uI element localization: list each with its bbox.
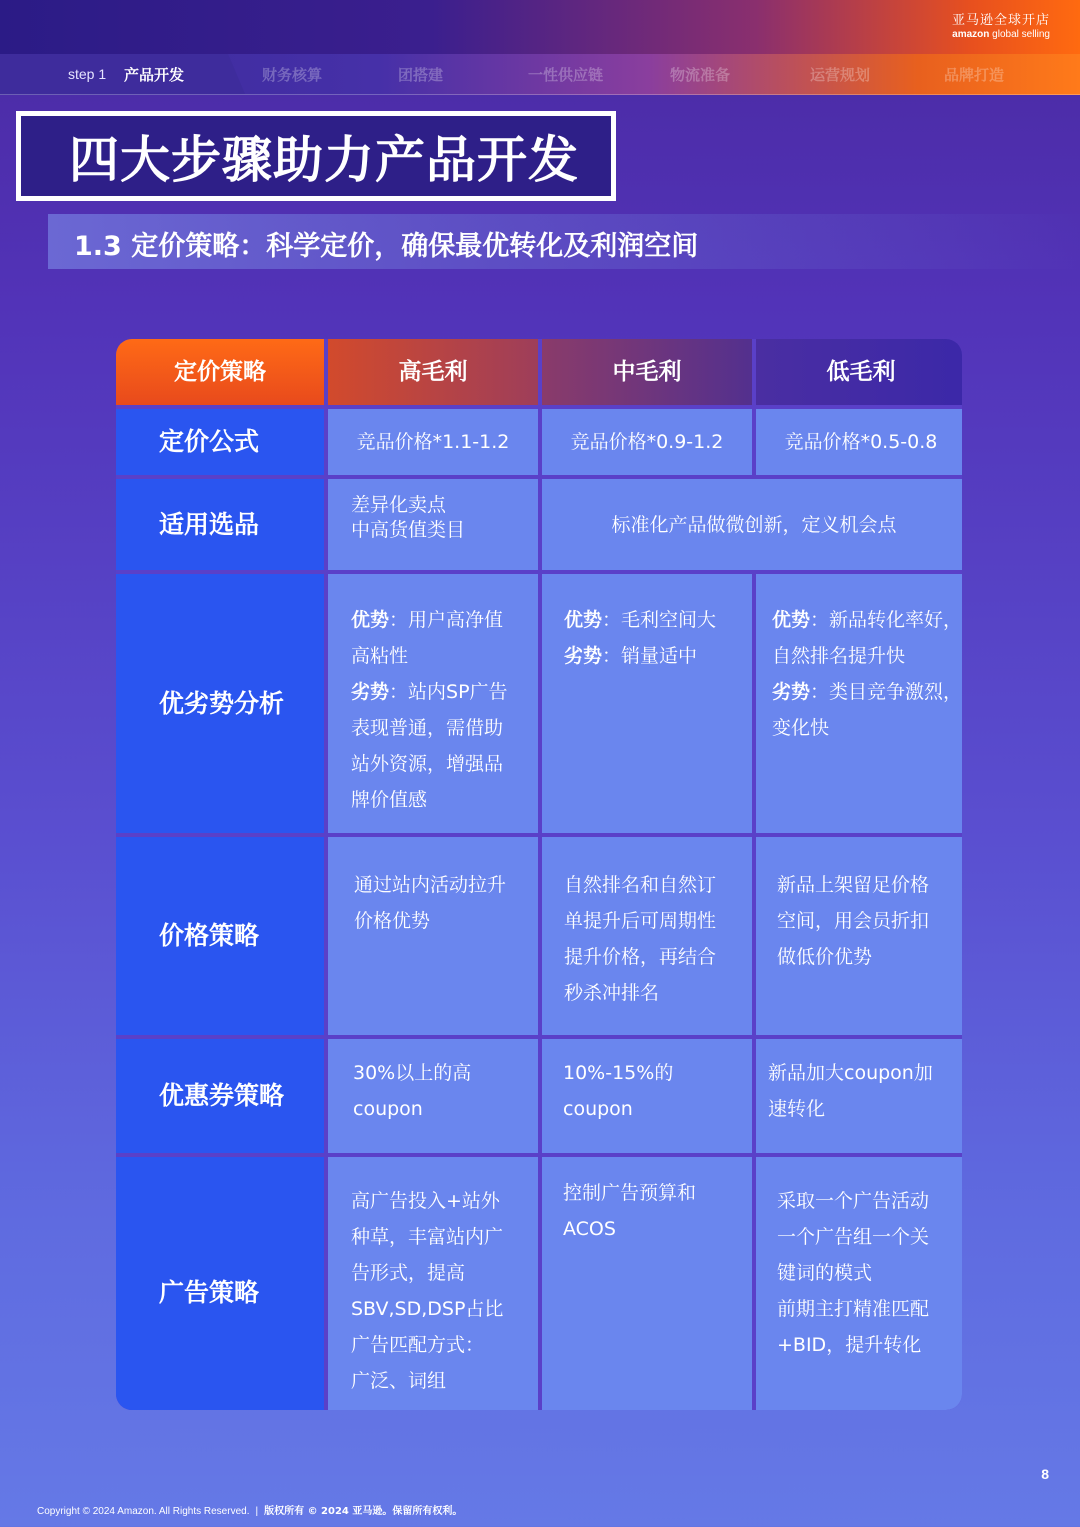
cell-line [772,602,962,638]
cell-swot-high [328,574,538,833]
page-subtitle: 1.3 定价策略：科学定价，确保最优转化及利润空间 [74,231,699,262]
table-header-mid-margin: 中毛利 [542,339,752,405]
cell-line [351,674,538,710]
table-header-strategy: 定价策略 [116,339,324,405]
disadvantage-label: 劣势 [564,645,603,667]
table-header-low-margin: 低毛利 [756,339,962,405]
cell-line: 控制广告预算和 [563,1182,697,1204]
logo-en-rest: global selling [992,29,1050,40]
step-item-branding[interactable]: 品牌打造 [944,66,1005,84]
cell-line: 广告匹配方式： [351,1334,485,1356]
cell-line: 做低价优势 [777,946,873,968]
advantage-label: 优势 [351,609,390,631]
copyright-cn: 版权所有 © 2024 亚马逊。保留所有权利。 [264,1506,463,1517]
advantage-label: 优势 [772,609,811,631]
cell-line: 新品上架留足价格 [777,874,930,896]
cell-line: 高广告投入+站外 [351,1190,500,1212]
cell-line: coupon [563,1098,633,1120]
cell-text: ：站内SP广告 [389,681,508,703]
cell-line: 差异化卖点 [351,494,447,516]
footer-copyright [37,1502,462,1517]
cell-line: 牌价值感 [351,789,428,811]
step-active-label: 产品开发 [124,66,185,84]
logo-cn-text: 亚马逊全球开店 [951,13,1050,28]
logo-en-bold: amazon [952,29,990,40]
cell-formula-mid: 竞品价格*0.9-1.2 [542,409,752,475]
cell-products-high [328,479,538,570]
cell-line: 中高货值类目 [351,519,466,541]
amazon-global-selling-logo [952,14,1050,40]
cell-pricing-high [328,837,538,1035]
cell-line: 10%-15%的 [563,1062,674,1084]
footer-separator: | [255,1506,259,1517]
subtitle-bar [48,214,1080,269]
cell-line: SBV,SD,DSP占比 [351,1298,504,1320]
cell-swot-low [756,574,962,833]
cell-line: 价格优势 [354,910,431,932]
cell-line: 变化快 [772,717,830,739]
page-title-box [16,111,616,201]
cell-pricing-low [756,837,962,1035]
step-item-operations[interactable]: 运营规划 [810,66,871,84]
cell-line: ACOS [563,1218,616,1240]
cell-line: 速转化 [768,1098,826,1120]
step-item-team[interactable]: 团搭建 [398,66,444,84]
cell-line [564,638,752,674]
step-number: step 1 [68,66,107,82]
step-active-tab[interactable] [0,54,245,94]
cell-line: coupon [353,1098,423,1120]
cell-text: ：新品转化率好， [810,609,962,631]
cell-line: 站外资源，增强品 [351,753,504,775]
cell-text: ：销量适中 [602,645,698,667]
cell-ads-high [328,1157,538,1410]
cell-line: 30%以上的高 [353,1062,472,1084]
cell-text: ：用户高净值 [389,609,504,631]
page-title: 四大步骤助力产品开发 [69,131,579,189]
cell-ads-mid [542,1157,752,1410]
row-label-pricing: 价格策略 [116,837,324,1035]
cell-line: 采取一个广告活动 [777,1190,930,1212]
cell-line: 新品加大coupon加 [768,1062,933,1084]
cell-coupon-low [756,1039,962,1153]
cell-line: 单提升后可周期性 [564,910,717,932]
disadvantage-label: 劣势 [772,681,811,703]
cell-line: 告形式，提高 [351,1262,466,1284]
page-number: 8 [1041,1466,1049,1482]
cell-line: 高粘性 [351,645,409,667]
step-item-logistics[interactable]: 物流准备 [670,66,731,84]
cell-formula-high: 竞品价格*1.1-1.2 [328,409,538,475]
cell-line: 自然排名和自然订 [564,874,717,896]
row-label-products: 适用选品 [116,479,324,570]
disadvantage-label: 劣势 [351,681,390,703]
cell-products-mid-low: 标准化产品做微创新，定义机会点 [542,479,962,570]
cell-line: 键词的模式 [777,1262,873,1284]
cell-text: ：毛利空间大 [602,609,717,631]
logo-en-text [952,30,1050,40]
cell-line: 通过站内活动拉升 [354,874,507,896]
cell-line: +BID，提升转化 [777,1334,922,1356]
cell-line [351,602,538,638]
cell-pricing-mid [542,837,752,1035]
cell-line: 种草，丰富站内广 [351,1226,504,1248]
row-label-formula: 定价公式 [116,409,324,475]
cell-line: 表现普通，需借助 [351,717,504,739]
cell-swot-mid [542,574,752,833]
cell-ads-low [756,1157,962,1410]
cell-line: 自然排名提升快 [772,645,906,667]
row-label-ads: 广告策略 [116,1157,324,1410]
cell-line: 提升价格，再结合 [564,946,717,968]
copyright-en: Copyright © 2024 Amazon. All Rights Reserved. [37,1506,250,1517]
step-item-supply-chain[interactable]: 一性供应链 [528,66,604,84]
cell-line: 空间，用会员折扣 [777,910,930,932]
step-nav-bar [0,54,1080,95]
advantage-label: 优势 [564,609,603,631]
cell-line [772,674,962,710]
pricing-strategy-table [116,339,962,1410]
row-label-swot: 优劣势分析 [116,574,324,833]
cell-coupon-mid [542,1039,752,1153]
step-item-finance[interactable]: 财务核算 [262,66,323,84]
cell-line: 秒杀冲排名 [564,982,660,1004]
row-label-coupon: 优惠券策略 [116,1039,324,1153]
cell-line [564,602,752,638]
top-banner [0,0,1080,54]
table-header-high-margin: 高毛利 [328,339,538,405]
cell-line: 一个广告组一个关 [777,1226,930,1248]
cell-formula-low: 竞品价格*0.5-0.8 [756,409,962,475]
cell-line: 广泛、词组 [351,1370,447,1392]
cell-line: 前期主打精准匹配 [777,1298,930,1320]
cell-coupon-high [328,1039,538,1153]
cell-text: ：类目竞争激烈， [810,681,962,703]
